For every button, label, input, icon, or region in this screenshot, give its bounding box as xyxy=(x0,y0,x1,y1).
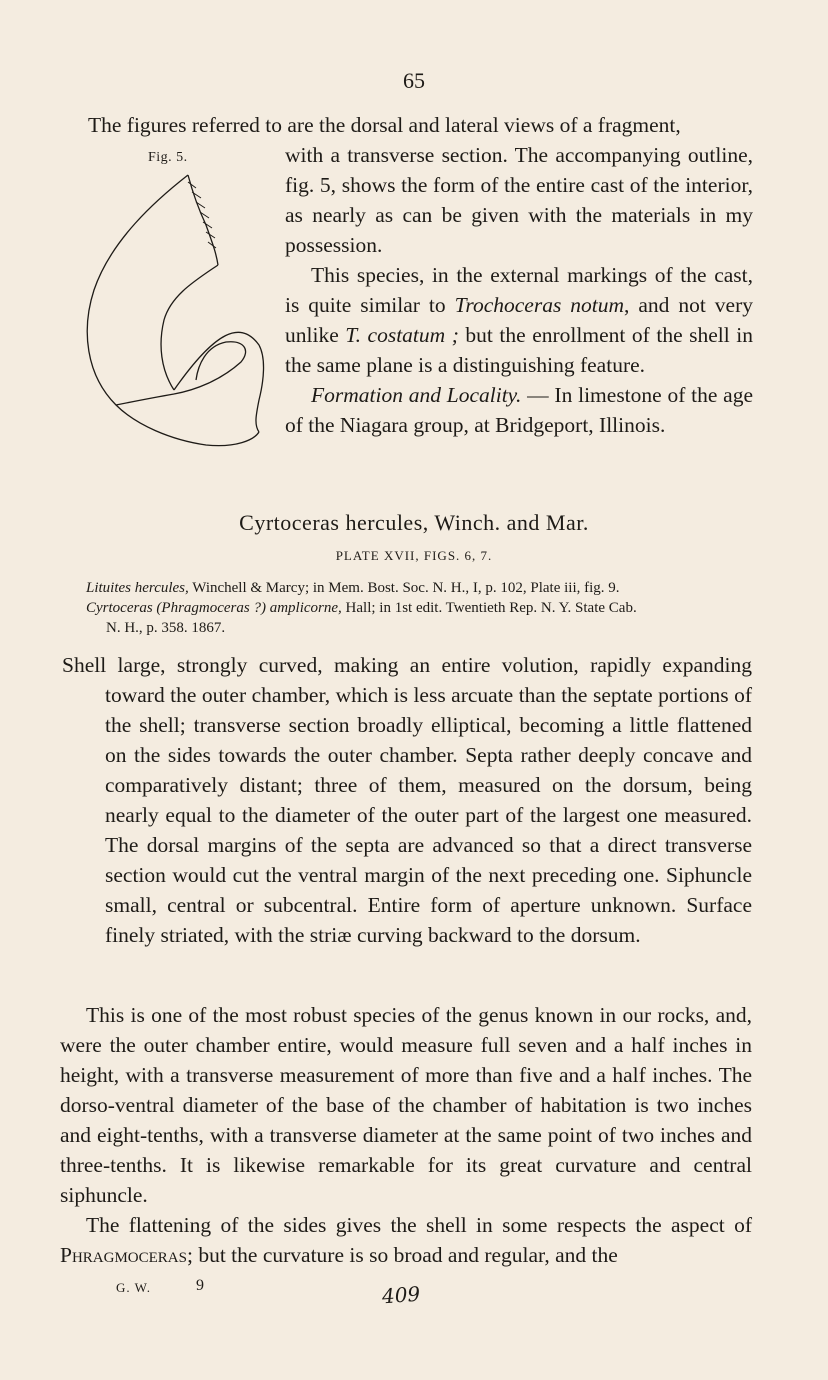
synonymy-block xyxy=(86,578,758,638)
remarks-text-start: The flattening of the sides gives the shell in some respects the aspect of xyxy=(86,1213,752,1237)
handwritten-note: 409 xyxy=(381,1281,421,1309)
synonymy-line-1 xyxy=(86,578,758,598)
remarks-paragraph-2 xyxy=(60,1210,752,1270)
synonymy-line-2 xyxy=(86,598,758,618)
footer-sheet-number: 9 xyxy=(196,1277,204,1294)
synonym-taxon-1: Lituites hercules, xyxy=(86,580,189,596)
synonym-taxon-2: Cyrtoceras (Phragmoceras ?) amplicorne, xyxy=(86,600,342,616)
genus-phragmoceras: Phragmoceras xyxy=(60,1243,187,1267)
synonym-citation-2: Hall; in 1st edit. Twentieth Rep. N. Y. State Cab. xyxy=(341,600,637,616)
taxon-t-costatum: T. costatum ; xyxy=(345,323,459,347)
remarks-paragraph-1: This is one of the most robust species of the genus known in our rocks, and, were the outer chamber entire, would measure full seven and a half inches in height, with a transverse measurement of more than five and a half inches. The dorso-ventral diameter of the base of the chamber of habitation is two inches and eight-tenths, with a transverse diameter at the same point of two inches and three-tenths. It is likewise remarkable for its great curvature and central siphuncle. xyxy=(60,1003,752,1207)
intro-first-line: The figures referred to are the dorsal and lateral views of a fragment, xyxy=(88,113,681,137)
plate-reference: PLATE XVII, FIGS. 6, 7. xyxy=(335,548,493,563)
remarks-block xyxy=(60,1000,752,1270)
comparison-text-mid: , and not very unlike xyxy=(285,293,754,347)
figure-label: Fig. 5. xyxy=(148,150,188,165)
remarks-text-end: ; but the curvature is so broad and regular, and the xyxy=(186,1243,618,1267)
comparison-text-start: This species, in the external markings of the cast, is quite similar to xyxy=(285,263,753,317)
page-number: 65 xyxy=(403,68,425,93)
intro-paragraph-continued: with a transverse section. The accompanying outline, fig. 5, shows the form of the entire cast of the interior, as nearly as can be given with the materials in my possession. xyxy=(285,143,753,257)
taxon-trochoceras-notum: Trochoceras notum xyxy=(454,293,625,317)
description-paragraph: Shell large, strongly curved, making an entire volution, rapidly expanding toward the outer chamber, which is less arcuate than the septate portions of the shell; transverse section broadly elliptical, becoming a little flattened on the sides towards the outer chamber. Septa rather deeply concave and comparatively distant; three of them, measured on the dorsum, being nearly equal to the diameter of the outer part of the largest one measured. The dorsal margins of the septa are advanced so that a direct transverse section would cut the ventral margin of the next preceding one. Siphuncle small, central or subcentral. Entire form of aperture unknown. Surface finely striated, with the striæ curving backward to the dorsum. xyxy=(62,653,752,947)
description-block xyxy=(62,650,752,950)
synonym-citation-1: Winchell & Marcy; in Mem. Bost. Soc. N. H., I, p. 102, Plate iii, fig. 9. xyxy=(188,580,620,596)
intro-text-block xyxy=(285,140,753,440)
shell-outline-figure xyxy=(76,170,276,460)
formation-label: Formation and Locality. xyxy=(311,383,522,407)
formation-paragraph xyxy=(285,380,753,440)
synonymy-line-3: N. H., p. 358. 1867. xyxy=(106,620,226,636)
species-title: Cyrtoceras hercules, Winch. and Mar. xyxy=(239,510,589,535)
comparison-text-end: but the enrollment of the shell in the same plane is a distinguishing feature. xyxy=(285,323,754,377)
footer-signature: G. W. xyxy=(116,1280,151,1295)
formation-text: — In limestone of the age of the Niagara group, at Bridgeport, Illinois. xyxy=(285,383,753,437)
comparison-paragraph xyxy=(285,260,753,380)
